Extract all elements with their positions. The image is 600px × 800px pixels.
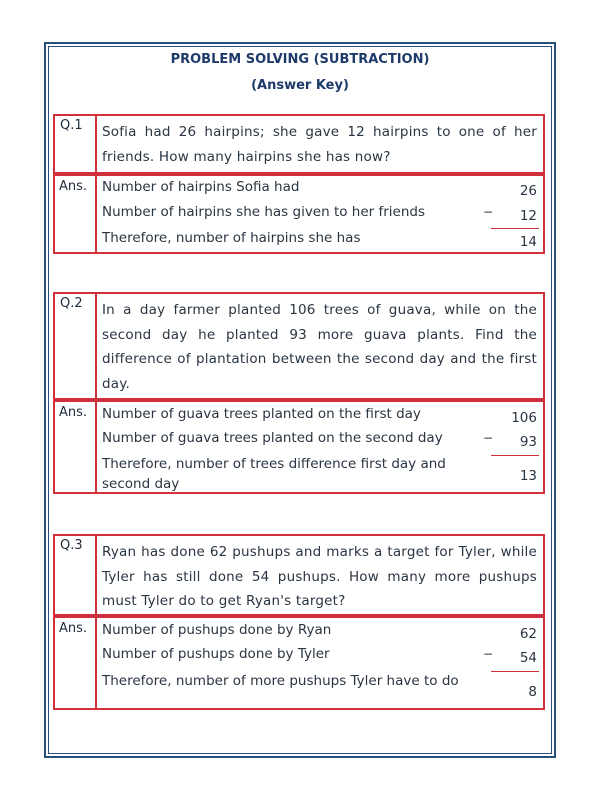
answer-2-row-3-value: 13 (519, 468, 537, 484)
answer-1-row-2-text: Number of hairpins she has given to her friends (102, 204, 426, 220)
answer-3-row-2-text: Number of pushups done by Tyler (102, 646, 330, 662)
answer-3-minus-sign: − (483, 647, 494, 661)
answer-2-row-1-text: Number of guava trees planted on the first day (102, 406, 421, 422)
answer-2-row-2-text: Number of guava trees planted on the second day (102, 430, 443, 446)
question-2-text: In a day farmer planted 106 trees of guava, while on the second day he planted 93 more guava plants. Find the difference of plantation between the second day and the first day. (102, 302, 537, 392)
answer-3-label: Ans. (55, 618, 97, 708)
answer-1-sum-rule (491, 228, 539, 229)
question-1-box (53, 114, 545, 174)
answer-2-row-2-value: 93 (519, 434, 537, 450)
question-3-text: Ryan has done 62 pushups and marks a target for Tyler, while Tyler has still done 54 pushups. How many more pushups must Tyler do to get Ryan's target? (102, 544, 537, 609)
answer-3-row-3-text: Therefore, number of more pushups Tyler have to do (102, 673, 459, 689)
answer-1-row-3-value: 14 (519, 234, 537, 250)
answer-2-sum-rule (491, 455, 539, 456)
question-3-label: Q.3 (55, 536, 97, 614)
answer-1-row-1-text: Number of hairpins Sofia had (102, 179, 300, 195)
answer-1-minus-sign: − (483, 205, 494, 219)
answer-1-row-1-value: 26 (519, 183, 537, 199)
page-title: PROBLEM SOLVING (SUBTRACTION) (170, 52, 430, 67)
answer-1-row-3-text: Therefore, number of hairpins she has (102, 230, 361, 246)
answer-3-row-2-value: 54 (519, 650, 537, 666)
answer-3-row-1-text: Number of pushups done by Ryan (102, 622, 332, 638)
answer-3-box (53, 616, 545, 710)
answer-3-row-3-value: 8 (528, 684, 537, 700)
answer-3-row-1-value: 62 (519, 626, 537, 642)
answer-2-row-1-value: 106 (511, 410, 537, 426)
answer-3-sum-rule (491, 671, 539, 672)
answer-1-box (53, 174, 545, 254)
page-subtitle: (Answer Key) (251, 78, 349, 93)
answer-2-label: Ans. (55, 402, 97, 492)
answer-2-box (53, 400, 545, 494)
question-2-box (53, 292, 545, 400)
question-1-label: Q.1 (55, 116, 97, 172)
question-2-label: Q.2 (55, 294, 97, 398)
answer-2-row-3-text: Therefore, number of trees difference first day and second day (102, 456, 446, 492)
answer-2-minus-sign: − (483, 431, 494, 445)
question-1-text: Sofia had 26 hairpins; she gave 12 hairpins to one of her friends. How many hairpins she has now? (102, 124, 537, 165)
question-3-box (53, 534, 545, 616)
answer-1-label: Ans. (55, 176, 97, 252)
answer-1-row-2-value: 12 (519, 208, 537, 224)
